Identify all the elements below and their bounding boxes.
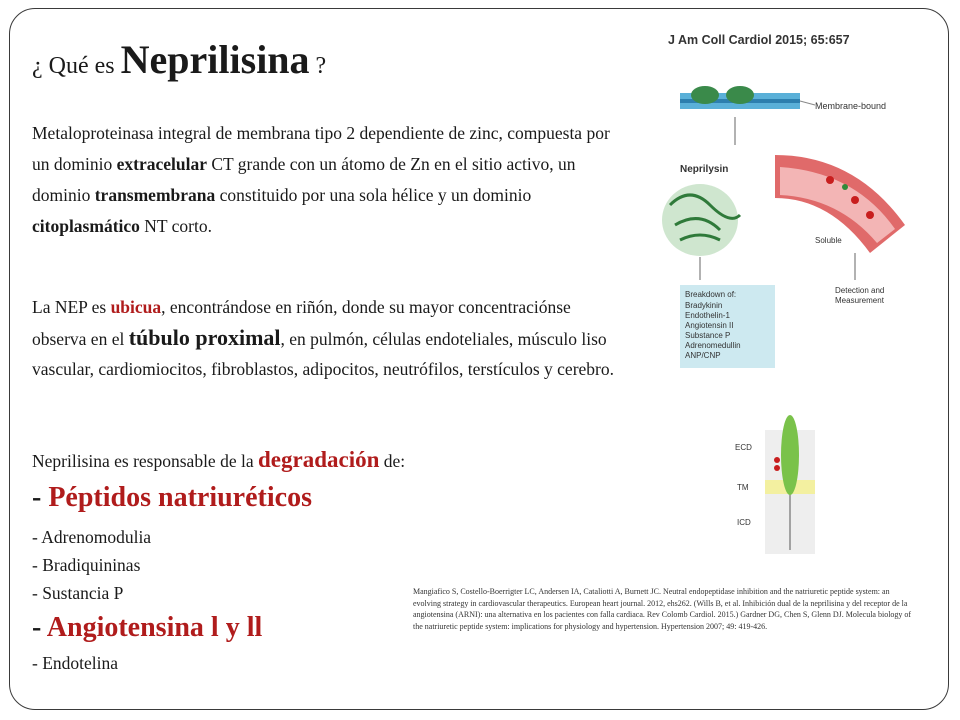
definition-paragraph: Metaloproteinasa integral de membrana tipo 2 dependiente de zinc, compuesta por un dominio extracelular CT grande con un átomo de Zn en el sitio activo, un dominio transmembrana constituido por una sola hélice y un dominio citoplasmático NT corto. (32, 123, 610, 236)
svg-text:ANP/CNP: ANP/CNP (685, 351, 721, 360)
title-prefix: ¿ Qué es (32, 53, 115, 79)
svg-text:Bradykinin: Bradykinin (685, 301, 723, 310)
svg-text:Soluble: Soluble (815, 236, 842, 245)
svg-text:Endothelin-1: Endothelin-1 (685, 311, 730, 320)
svg-text:Membrane-bound: Membrane-bound (815, 101, 887, 111)
journal-citation: J Am Coll Cardiol 2015; 65:657 (668, 33, 850, 47)
svg-text:ICD: ICD (737, 518, 751, 527)
svg-text:TM: TM (737, 483, 749, 492)
svg-text:Measurement: Measurement (835, 296, 884, 305)
domain-diagram (730, 410, 825, 560)
svg-text:Angiotensin II: Angiotensin II (685, 321, 734, 330)
list-item: - Adrenomodulia (32, 527, 152, 547)
extracellular-domain-icon (781, 415, 799, 495)
heading-angiotensina: - Angiotensina l y ll (32, 612, 263, 643)
degradation-intro: Neprilisina es responsable de la degradación de: (32, 447, 406, 472)
svg-text:Neprilysin: Neprilysin (680, 164, 729, 175)
title-suffix: ? (315, 53, 327, 79)
heading-peptidos: - Péptidos natriuréticos (32, 482, 312, 513)
svg-text:ECD: ECD (735, 443, 752, 452)
svg-text:Adrenomedullin: Adrenomedullin (685, 341, 741, 350)
references: Mangiafico S, Costello-Boerrigter LC, Andersen IA, Cataliotti A, Burnett JC. Neutral endopeptidase inhibition and the natriuretic peptide system: an evolving strategy in cardiovascular therapeutics. European heart journal. 2012, ehs262. (Wills B, et al. Inhibición dual de la neprilisina y del receptor de la angiotensina (ARNI): una alternativa en los pacientes con falla cardiaca. Rev Colomb Cardiol. 2015.) Gardner DG, Chen S, Glenn DJ. Molecula biology of the natriuretic peptide system: implications for physiology and hypertension. Hypertension 2007; 49: 419-426. (413, 587, 912, 631)
distribution-paragraph: La NEP es ubicua, encontrándose en riñón, donde su mayor concentraciónse observa en el túbulo proximal, en pulmón, células endoteliales, músculo liso vascular, cardiomiocitos, fibroblastos, adipocitos, neutrófilos, terstículos y cerebro. (32, 297, 614, 379)
list-item: - Bradiquininas (32, 555, 141, 575)
svg-text:Breakdown of:: Breakdown of: (685, 290, 737, 299)
svg-text:Detection and: Detection and (835, 286, 885, 295)
list-item: - Endotelina (32, 653, 119, 673)
slide-title (32, 36, 326, 83)
neprilysin-structure-icon (662, 184, 740, 256)
neprilysin-diagram (655, 75, 920, 375)
svg-text:Substance P: Substance P (685, 331, 731, 340)
list-item: - Sustancia P (32, 583, 124, 603)
title-main: Neprilisina (120, 37, 310, 82)
